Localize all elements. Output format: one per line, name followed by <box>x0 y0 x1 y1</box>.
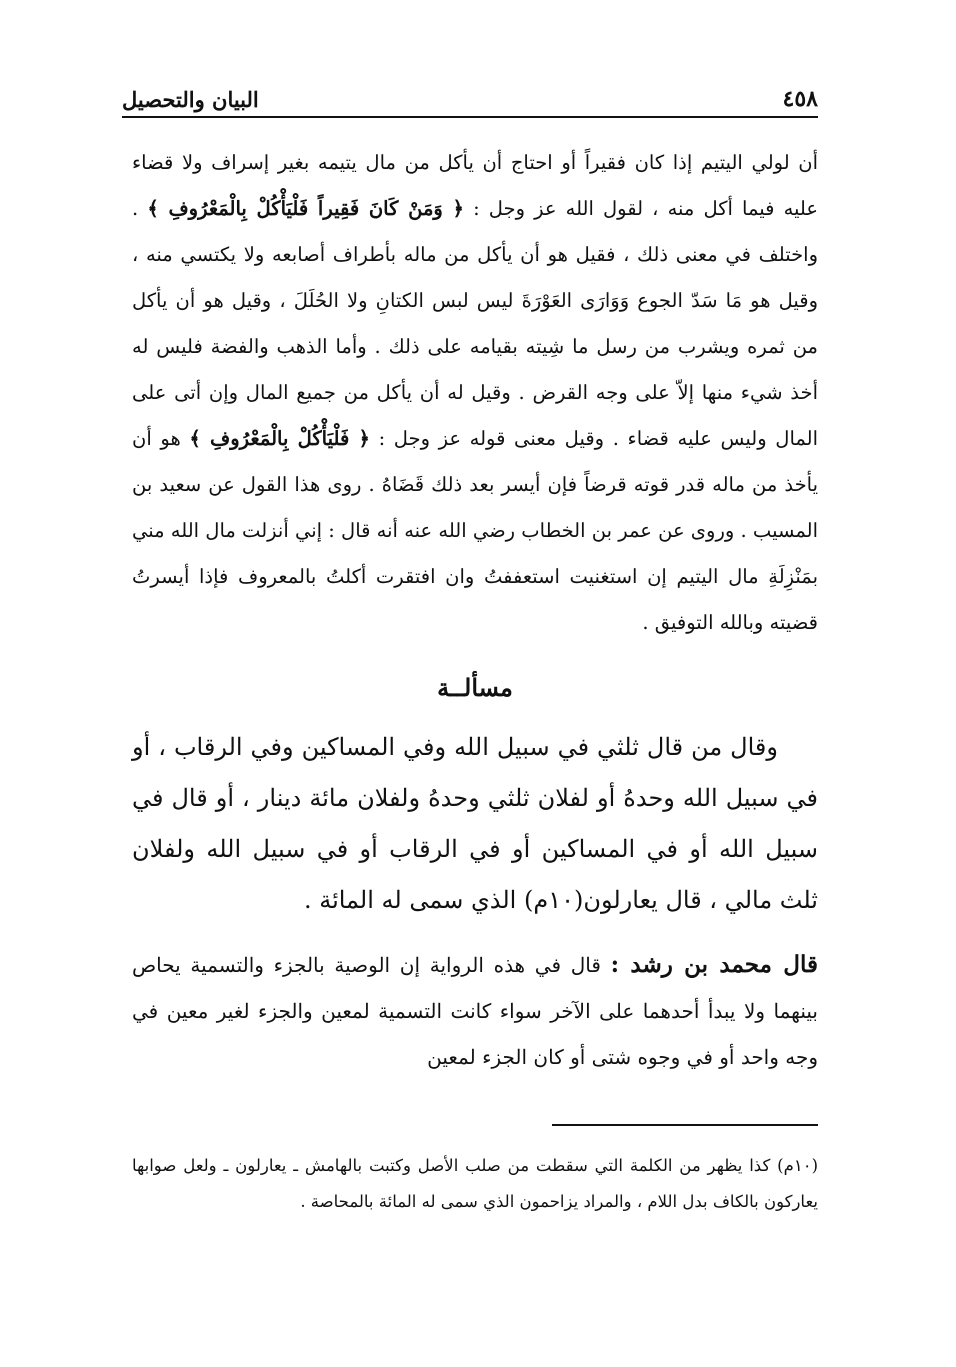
footnote: (١٠م) كذا يظهر من الكلمة التي سقطت من صلب الأصل وكتبت بالهامش ـ يعارلون ـ ولعل صوابها يعاركون بالكاف بدل اللام ، والمراد يزاحمون الذي سمى له المائة بالمحاصة . <box>132 1156 818 1211</box>
commentary-text: قال في هذه الرواية إن الوصية بالجزء والتسمية يحاص بينهما ولا يبدأ أحدهما على الآخر سواء كانت التسمية لمعين والجزء لغير معين في وجه واحد أو في وجوه شتى أو كان الجزء لمعين <box>132 953 818 1069</box>
body-text <box>132 140 818 1080</box>
paragraph-orphan-guardian <box>132 140 818 646</box>
footnote-divider <box>552 1124 818 1126</box>
paragraph-text-part-1: أن لولي اليتيم إذا كان فقيراً أو احتاج أن يأكل من مال يتيمه بغير إسراف ولا قضاء عليه فيما أكل منه ، لقول الله عز وجل : <box>132 151 819 220</box>
paragraph-text-part-2: . واختلف في معنى ذلك ، فقيل هو أن يأكل من ماله بأطراف أصابعه ولا يكتسي منه ، وقيل هو مَا سَدّ الجوع وَوَارَى العَوْرَةَ ليس لبس الكتانِ ولا الحُلَلَ ، وقيل هو أن يأكل من ثمره ويشرب من رسل ما شِيته بقيامه على ذلك . وأما الذهب والفضة فليس له أخذ شيء منها إلاّ على وجه القرض . وقيل له أن يأكل من جميع المال وإن أتى على المال وليس عليه قضاء . وقيل معنى قوله عز وجل : <box>132 197 819 450</box>
page-number: ٤٥٨ <box>782 86 818 112</box>
paragraph-question: وقال من قال ثلثي في سبيل الله وفي المساكين وفي الرقاب ، أو في سبيل الله وحدهُ أو لفلان ثلثي وحدهُ ولفلان مائة دينار ، أو قال في سبيل الله أو في المساكين أو في الرقاب أو في سبيل الله ولفلان ثلث مالي ، قال يعارلون(١٠م) الذي سمى له المائة . <box>132 733 819 914</box>
running-title: البيان والتحصيل <box>122 87 259 112</box>
commentary-speaker: قال محمد بن رشد : <box>610 951 818 978</box>
page-header <box>122 78 818 118</box>
paragraph-text-part-3: هو أن يأخذ من ماله قدر قوته قرضاً فإن أيسر بعد ذلك قَضَاهُ . روى هذا القول عن سعيد بن المسيب . وروى عن عمر بن الخطاب رضي الله عنه أنه قال : إني أنزلت مال الله مني بمَنْزِلَةِ مال اليتيم إن استغنيت استعففتُ وان افتقرت أكلتُ بالمعروف فإذا أيسرتُ قضيته وبالله التوفيق . <box>132 427 818 634</box>
section-title: مسألــة <box>437 673 513 702</box>
paragraph-commentary <box>132 942 818 1080</box>
quran-quote-1: ﴿ وَمَنْ كَانَ فَقِيراً فَلْيَأْكُلْ بِالْمَعْرُوفِ ﴾ <box>147 197 464 220</box>
quran-quote-2: ﴿ فَلْيَأْكُلْ بِالْمَعْرُوفِ ﴾ <box>189 427 370 450</box>
